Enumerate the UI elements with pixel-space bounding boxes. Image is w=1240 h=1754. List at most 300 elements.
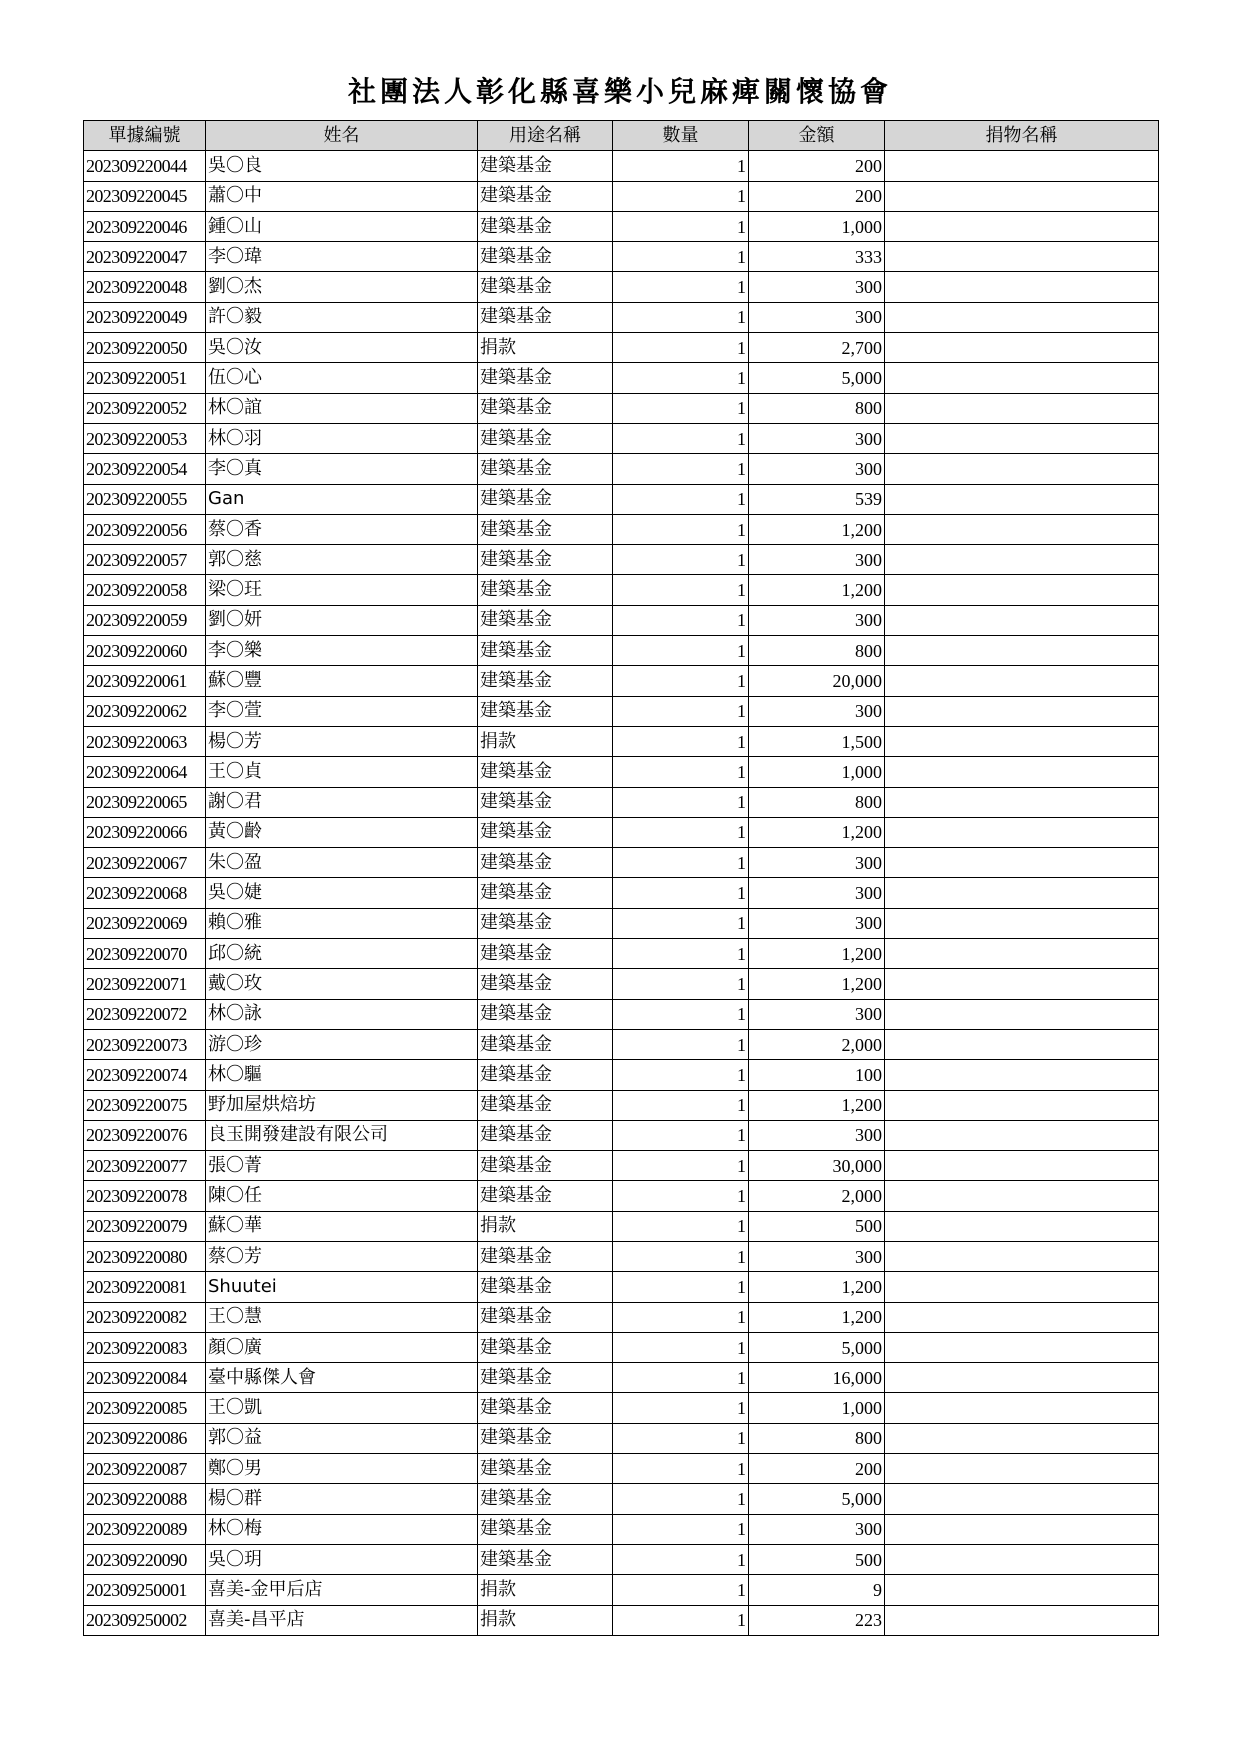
- cell-amount: 300: [749, 1241, 885, 1271]
- cell-donor-name: 林〇誼: [206, 393, 478, 423]
- cell-quantity: 1: [613, 1423, 749, 1453]
- cell-quantity: 1: [613, 1211, 749, 1241]
- table-row: [84, 1211, 1159, 1241]
- cell-quantity: 1: [613, 545, 749, 575]
- cell-receipt-id: 202309220084: [84, 1363, 206, 1393]
- cell-amount: 1,200: [749, 939, 885, 969]
- cell-item-name: [885, 575, 1159, 605]
- cell-donor-name: 李〇樂: [206, 636, 478, 666]
- cell-purpose: 建築基金: [478, 666, 613, 696]
- table-row: [84, 423, 1159, 453]
- cell-amount: 1,500: [749, 726, 885, 756]
- cell-purpose: 建築基金: [478, 211, 613, 241]
- cell-purpose: 建築基金: [478, 636, 613, 666]
- cell-item-name: [885, 1484, 1159, 1514]
- cell-receipt-id: 202309220066: [84, 817, 206, 847]
- table-row: [84, 787, 1159, 817]
- table-row: [84, 1241, 1159, 1271]
- cell-amount: 20,000: [749, 666, 885, 696]
- cell-quantity: 1: [613, 1120, 749, 1150]
- cell-donor-name: 鄭〇男: [206, 1454, 478, 1484]
- table-row: [84, 1484, 1159, 1514]
- cell-amount: 2,000: [749, 1029, 885, 1059]
- cell-receipt-id: 202309220090: [84, 1544, 206, 1574]
- cell-receipt-id: 202309220065: [84, 787, 206, 817]
- cell-receipt-id: 202309220060: [84, 636, 206, 666]
- cell-donor-name: 林〇梅: [206, 1514, 478, 1544]
- cell-donor-name: 游〇珍: [206, 1029, 478, 1059]
- cell-item-name: [885, 1151, 1159, 1181]
- cell-amount: 1,200: [749, 969, 885, 999]
- cell-amount: 300: [749, 848, 885, 878]
- cell-donor-name: 吳〇婕: [206, 878, 478, 908]
- cell-receipt-id: 202309220046: [84, 211, 206, 241]
- cell-purpose: 建築基金: [478, 181, 613, 211]
- cell-amount: 2,700: [749, 333, 885, 363]
- cell-purpose: 建築基金: [478, 242, 613, 272]
- table-row: [84, 1090, 1159, 1120]
- cell-quantity: 1: [613, 1029, 749, 1059]
- cell-quantity: 1: [613, 817, 749, 847]
- column-header-item: 捐物名稱: [885, 121, 1159, 151]
- cell-receipt-id: 202309220062: [84, 696, 206, 726]
- cell-purpose: 捐款: [478, 1211, 613, 1241]
- cell-amount: 800: [749, 393, 885, 423]
- cell-receipt-id: 202309220048: [84, 272, 206, 302]
- table-row: [84, 1120, 1159, 1150]
- cell-donor-name: 鍾〇山: [206, 211, 478, 241]
- table-row: [84, 696, 1159, 726]
- cell-item-name: [885, 1181, 1159, 1211]
- cell-item-name: [885, 545, 1159, 575]
- cell-donor-name: 喜美-昌平店: [206, 1605, 478, 1635]
- cell-receipt-id: 202309220074: [84, 1060, 206, 1090]
- cell-amount: 539: [749, 484, 885, 514]
- cell-quantity: 1: [613, 636, 749, 666]
- cell-item-name: [885, 757, 1159, 787]
- table-row: [84, 908, 1159, 938]
- cell-receipt-id: 202309220045: [84, 181, 206, 211]
- column-header-qty: 數量: [613, 121, 749, 151]
- cell-amount: 300: [749, 545, 885, 575]
- cell-quantity: 1: [613, 757, 749, 787]
- cell-quantity: 1: [613, 484, 749, 514]
- cell-purpose: 建築基金: [478, 1120, 613, 1150]
- cell-donor-name: 野加屋烘焙坊: [206, 1090, 478, 1120]
- cell-donor-name: 林〇詠: [206, 999, 478, 1029]
- cell-amount: 1,200: [749, 817, 885, 847]
- cell-quantity: 1: [613, 272, 749, 302]
- cell-donor-name: 梁〇玨: [206, 575, 478, 605]
- cell-item-name: [885, 211, 1159, 241]
- table-row: [84, 1151, 1159, 1181]
- cell-donor-name: 顏〇廣: [206, 1332, 478, 1362]
- cell-receipt-id: 202309220056: [84, 514, 206, 544]
- cell-receipt-id: 202309220078: [84, 1181, 206, 1211]
- cell-item-name: [885, 1211, 1159, 1241]
- cell-amount: 300: [749, 605, 885, 635]
- table-header-row: [84, 121, 1159, 151]
- cell-purpose: 建築基金: [478, 1181, 613, 1211]
- cell-receipt-id: 202309220068: [84, 878, 206, 908]
- cell-purpose: 建築基金: [478, 696, 613, 726]
- cell-purpose: 建築基金: [478, 1514, 613, 1544]
- cell-receipt-id: 202309220051: [84, 363, 206, 393]
- cell-quantity: 1: [613, 151, 749, 181]
- cell-receipt-id: 202309220083: [84, 1332, 206, 1362]
- cell-amount: 200: [749, 151, 885, 181]
- cell-receipt-id: 202309220082: [84, 1302, 206, 1332]
- table-row: [84, 545, 1159, 575]
- cell-purpose: 建築基金: [478, 1423, 613, 1453]
- table-row: [84, 242, 1159, 272]
- table-row: [84, 333, 1159, 363]
- cell-quantity: 1: [613, 939, 749, 969]
- cell-receipt-id: 202309220073: [84, 1029, 206, 1059]
- cell-amount: 800: [749, 636, 885, 666]
- cell-quantity: 1: [613, 1060, 749, 1090]
- cell-donor-name: 良玉開發建設有限公司: [206, 1120, 478, 1150]
- cell-purpose: 建築基金: [478, 454, 613, 484]
- table-row: [84, 605, 1159, 635]
- cell-item-name: [885, 242, 1159, 272]
- cell-item-name: [885, 939, 1159, 969]
- cell-purpose: 建築基金: [478, 878, 613, 908]
- cell-donor-name: 蔡〇香: [206, 514, 478, 544]
- cell-amount: 9: [749, 1575, 885, 1605]
- cell-amount: 2,000: [749, 1181, 885, 1211]
- cell-donor-name: 林〇驅: [206, 1060, 478, 1090]
- cell-item-name: [885, 454, 1159, 484]
- cell-amount: 300: [749, 1120, 885, 1150]
- cell-purpose: 建築基金: [478, 393, 613, 423]
- table-row: [84, 1544, 1159, 1574]
- cell-amount: 300: [749, 696, 885, 726]
- table-row: [84, 302, 1159, 332]
- table-row: [84, 1272, 1159, 1302]
- cell-quantity: 1: [613, 1090, 749, 1120]
- cell-donor-name: 劉〇杰: [206, 272, 478, 302]
- cell-item-name: [885, 363, 1159, 393]
- cell-receipt-id: 202309250001: [84, 1575, 206, 1605]
- cell-donor-name: 王〇慧: [206, 1302, 478, 1332]
- cell-receipt-id: 202309220063: [84, 726, 206, 756]
- cell-purpose: 捐款: [478, 1605, 613, 1635]
- table-row: [84, 1575, 1159, 1605]
- cell-donor-name: 王〇凱: [206, 1393, 478, 1423]
- cell-purpose: 建築基金: [478, 575, 613, 605]
- cell-donor-name: 蔡〇芳: [206, 1241, 478, 1271]
- cell-quantity: 1: [613, 969, 749, 999]
- cell-donor-name: 賴〇雅: [206, 908, 478, 938]
- cell-donor-name: 朱〇盈: [206, 848, 478, 878]
- cell-quantity: 1: [613, 1272, 749, 1302]
- cell-receipt-id: 202309220061: [84, 666, 206, 696]
- cell-item-name: [885, 484, 1159, 514]
- cell-amount: 1,200: [749, 1302, 885, 1332]
- cell-amount: 5,000: [749, 363, 885, 393]
- cell-receipt-id: 202309220080: [84, 1241, 206, 1271]
- cell-item-name: [885, 1363, 1159, 1393]
- cell-receipt-id: 202309220049: [84, 302, 206, 332]
- cell-receipt-id: 202309220064: [84, 757, 206, 787]
- cell-donor-name: 蕭〇中: [206, 181, 478, 211]
- column-header-id: 單據編號: [84, 121, 206, 151]
- cell-receipt-id: 202309220069: [84, 908, 206, 938]
- cell-receipt-id: 202309220077: [84, 1151, 206, 1181]
- cell-amount: 1,200: [749, 575, 885, 605]
- cell-donor-name: 戴〇玫: [206, 969, 478, 999]
- cell-quantity: 1: [613, 181, 749, 211]
- cell-purpose: 建築基金: [478, 1090, 613, 1120]
- cell-purpose: 建築基金: [478, 787, 613, 817]
- cell-purpose: 建築基金: [478, 302, 613, 332]
- cell-quantity: 1: [613, 575, 749, 605]
- cell-purpose: 建築基金: [478, 1454, 613, 1484]
- cell-quantity: 1: [613, 1605, 749, 1635]
- table-row: [84, 757, 1159, 787]
- cell-quantity: 1: [613, 908, 749, 938]
- cell-receipt-id: 202309220058: [84, 575, 206, 605]
- cell-receipt-id: 202309220057: [84, 545, 206, 575]
- cell-receipt-id: 202309220071: [84, 969, 206, 999]
- cell-receipt-id: 202309220050: [84, 333, 206, 363]
- cell-amount: 5,000: [749, 1332, 885, 1362]
- cell-purpose: 建築基金: [478, 969, 613, 999]
- cell-purpose: 建築基金: [478, 817, 613, 847]
- cell-quantity: 1: [613, 1302, 749, 1332]
- cell-receipt-id: 202309220044: [84, 151, 206, 181]
- cell-purpose: 建築基金: [478, 605, 613, 635]
- cell-item-name: [885, 423, 1159, 453]
- cell-amount: 1,200: [749, 514, 885, 544]
- cell-donor-name: 王〇貞: [206, 757, 478, 787]
- cell-receipt-id: 202309220088: [84, 1484, 206, 1514]
- cell-quantity: 1: [613, 1181, 749, 1211]
- cell-purpose: 建築基金: [478, 151, 613, 181]
- cell-receipt-id: 202309220089: [84, 1514, 206, 1544]
- cell-quantity: 1: [613, 1514, 749, 1544]
- cell-receipt-id: 202309220053: [84, 423, 206, 453]
- cell-amount: 300: [749, 454, 885, 484]
- cell-donor-name: 李〇瑋: [206, 242, 478, 272]
- cell-item-name: [885, 1393, 1159, 1423]
- cell-purpose: 建築基金: [478, 423, 613, 453]
- cell-receipt-id: 202309220076: [84, 1120, 206, 1150]
- cell-receipt-id: 202309220085: [84, 1393, 206, 1423]
- cell-amount: 1,000: [749, 211, 885, 241]
- cell-donor-name: 吳〇良: [206, 151, 478, 181]
- cell-amount: 1,200: [749, 1272, 885, 1302]
- cell-amount: 1,200: [749, 1090, 885, 1120]
- document-title: 社團法人彰化縣喜樂小兒麻痺關懷協會: [347, 75, 892, 108]
- cell-purpose: 建築基金: [478, 999, 613, 1029]
- cell-item-name: [885, 817, 1159, 847]
- table-row: [84, 181, 1159, 211]
- cell-item-name: [885, 908, 1159, 938]
- cell-item-name: [885, 848, 1159, 878]
- cell-amount: 300: [749, 272, 885, 302]
- cell-donor-name: Shuutei: [206, 1272, 478, 1302]
- cell-item-name: [885, 605, 1159, 635]
- cell-donor-name: 張〇菁: [206, 1151, 478, 1181]
- table-row: [84, 575, 1159, 605]
- cell-item-name: [885, 1332, 1159, 1362]
- cell-receipt-id: 202309220070: [84, 939, 206, 969]
- cell-quantity: 1: [613, 393, 749, 423]
- cell-amount: 333: [749, 242, 885, 272]
- table-row: [84, 454, 1159, 484]
- cell-quantity: 1: [613, 1363, 749, 1393]
- cell-item-name: [885, 1241, 1159, 1271]
- cell-quantity: 1: [613, 878, 749, 908]
- table-row: [84, 393, 1159, 423]
- cell-amount: 100: [749, 1060, 885, 1090]
- table-row: [84, 1332, 1159, 1362]
- cell-amount: 300: [749, 423, 885, 453]
- cell-receipt-id: 202309220055: [84, 484, 206, 514]
- table-row: [84, 1514, 1159, 1544]
- cell-purpose: 建築基金: [478, 1302, 613, 1332]
- column-header-name: 姓名: [206, 121, 478, 151]
- cell-donor-name: 陳〇任: [206, 1181, 478, 1211]
- cell-purpose: 建築基金: [478, 939, 613, 969]
- table-row: [84, 939, 1159, 969]
- table-row: [84, 363, 1159, 393]
- cell-donor-name: 謝〇君: [206, 787, 478, 817]
- cell-item-name: [885, 514, 1159, 544]
- cell-item-name: [885, 333, 1159, 363]
- cell-amount: 5,000: [749, 1484, 885, 1514]
- cell-purpose: 建築基金: [478, 1332, 613, 1362]
- cell-donor-name: 李〇真: [206, 454, 478, 484]
- cell-receipt-id: 202309220072: [84, 999, 206, 1029]
- cell-item-name: [885, 1120, 1159, 1150]
- cell-item-name: [885, 1272, 1159, 1302]
- table-row: [84, 969, 1159, 999]
- table-row: [84, 666, 1159, 696]
- cell-purpose: 建築基金: [478, 363, 613, 393]
- cell-receipt-id: 202309220054: [84, 454, 206, 484]
- cell-item-name: [885, 1029, 1159, 1059]
- table-row: [84, 484, 1159, 514]
- cell-donor-name: 李〇萱: [206, 696, 478, 726]
- table-row: [84, 1605, 1159, 1635]
- cell-item-name: [885, 1544, 1159, 1574]
- cell-receipt-id: 202309220059: [84, 605, 206, 635]
- cell-amount: 300: [749, 302, 885, 332]
- cell-purpose: 建築基金: [478, 1241, 613, 1271]
- cell-receipt-id: 202309220075: [84, 1090, 206, 1120]
- cell-purpose: 建築基金: [478, 272, 613, 302]
- cell-amount: 500: [749, 1544, 885, 1574]
- cell-item-name: [885, 999, 1159, 1029]
- cell-item-name: [885, 726, 1159, 756]
- cell-receipt-id: 202309250002: [84, 1605, 206, 1635]
- cell-quantity: 1: [613, 1484, 749, 1514]
- cell-quantity: 1: [613, 454, 749, 484]
- cell-purpose: 建築基金: [478, 1060, 613, 1090]
- cell-donor-name: 林〇羽: [206, 423, 478, 453]
- cell-amount: 800: [749, 787, 885, 817]
- cell-receipt-id: 202309220047: [84, 242, 206, 272]
- cell-donor-name: 蘇〇華: [206, 1211, 478, 1241]
- cell-purpose: 建築基金: [478, 1029, 613, 1059]
- cell-receipt-id: 202309220081: [84, 1272, 206, 1302]
- table-row: [84, 726, 1159, 756]
- table-row: [84, 999, 1159, 1029]
- cell-item-name: [885, 666, 1159, 696]
- cell-donor-name: 吳〇汝: [206, 333, 478, 363]
- cell-quantity: 1: [613, 999, 749, 1029]
- cell-quantity: 1: [613, 242, 749, 272]
- cell-amount: 16,000: [749, 1363, 885, 1393]
- table-row: [84, 817, 1159, 847]
- cell-quantity: 1: [613, 302, 749, 332]
- cell-quantity: 1: [613, 726, 749, 756]
- cell-purpose: 建築基金: [478, 1363, 613, 1393]
- cell-receipt-id: 202309220052: [84, 393, 206, 423]
- cell-donor-name: 郭〇益: [206, 1423, 478, 1453]
- table-row: [84, 1393, 1159, 1423]
- cell-donor-name: 楊〇群: [206, 1484, 478, 1514]
- cell-item-name: [885, 181, 1159, 211]
- cell-donor-name: 劉〇妍: [206, 605, 478, 635]
- cell-donor-name: 吳〇玥: [206, 1544, 478, 1574]
- cell-quantity: 1: [613, 363, 749, 393]
- cell-quantity: 1: [613, 1575, 749, 1605]
- cell-purpose: 建築基金: [478, 484, 613, 514]
- cell-receipt-id: 202309220067: [84, 848, 206, 878]
- cell-purpose: 建築基金: [478, 908, 613, 938]
- cell-amount: 30,000: [749, 1151, 885, 1181]
- table-row: [84, 1363, 1159, 1393]
- cell-quantity: 1: [613, 1332, 749, 1362]
- table-row: [84, 1060, 1159, 1090]
- cell-amount: 200: [749, 1454, 885, 1484]
- cell-amount: 1,000: [749, 757, 885, 787]
- table-row: [84, 151, 1159, 181]
- table-row: [84, 878, 1159, 908]
- cell-donor-name: 黃〇齡: [206, 817, 478, 847]
- cell-quantity: 1: [613, 1393, 749, 1423]
- table-row: [84, 514, 1159, 544]
- cell-item-name: [885, 302, 1159, 332]
- cell-item-name: [885, 1090, 1159, 1120]
- cell-purpose: 捐款: [478, 333, 613, 363]
- cell-quantity: 1: [613, 514, 749, 544]
- cell-purpose: 建築基金: [478, 1272, 613, 1302]
- cell-quantity: 1: [613, 423, 749, 453]
- cell-donor-name: 蘇〇豐: [206, 666, 478, 696]
- cell-quantity: 1: [613, 1151, 749, 1181]
- cell-item-name: [885, 1454, 1159, 1484]
- cell-donor-name: 楊〇芳: [206, 726, 478, 756]
- table-row: [84, 1423, 1159, 1453]
- cell-item-name: [885, 636, 1159, 666]
- cell-item-name: [885, 393, 1159, 423]
- cell-quantity: 1: [613, 666, 749, 696]
- cell-item-name: [885, 1060, 1159, 1090]
- cell-purpose: 建築基金: [478, 848, 613, 878]
- cell-item-name: [885, 1423, 1159, 1453]
- cell-amount: 200: [749, 181, 885, 211]
- cell-quantity: 1: [613, 333, 749, 363]
- cell-quantity: 1: [613, 1241, 749, 1271]
- cell-purpose: 建築基金: [478, 1151, 613, 1181]
- cell-amount: 1,000: [749, 1393, 885, 1423]
- cell-donor-name: 許〇毅: [206, 302, 478, 332]
